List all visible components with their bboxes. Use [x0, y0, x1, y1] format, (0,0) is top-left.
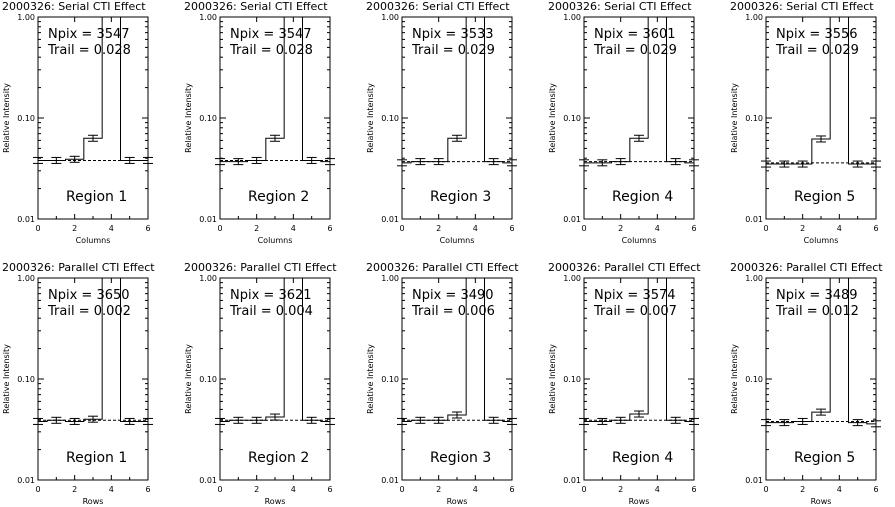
- x-tick-label: 2: [618, 224, 624, 233]
- chart-panel-3: [366, 0, 517, 245]
- x-tick-label: 4: [836, 224, 842, 233]
- chart-title: 2000326: Parallel CTI Effect: [730, 261, 883, 274]
- y-tick-label: 1.00: [381, 13, 399, 22]
- npix-label: Npix = 3556: [776, 27, 858, 42]
- chart-panel-1: [2, 0, 153, 245]
- y-tick-label: 1.00: [17, 13, 35, 22]
- x-tick-label: 0: [581, 485, 587, 494]
- y-tick-label: 0.01: [17, 476, 35, 485]
- region-label: Region 4: [612, 450, 674, 466]
- trail-label: Trail = 0.002: [48, 304, 131, 319]
- x-tick-label: 4: [654, 224, 660, 233]
- x-tick-label: 0: [35, 485, 41, 494]
- x-tick-label: 4: [836, 485, 842, 494]
- x-axis-label: Columns: [257, 236, 293, 245]
- y-axis-label: Relative Intensity: [184, 344, 193, 414]
- chart-title: 2000326: Serial CTI Effect: [2, 0, 146, 13]
- x-tick-label: 2: [618, 485, 624, 494]
- chart-title: 2000326: Serial CTI Effect: [730, 0, 874, 13]
- y-axis-label: Relative Intensity: [730, 344, 739, 414]
- x-axis-label: Rows: [628, 497, 650, 506]
- x-tick-label: 6: [873, 485, 879, 494]
- y-tick-label: 0.10: [745, 114, 763, 123]
- y-tick-label: 0.10: [381, 114, 399, 123]
- y-tick-label: 0.10: [17, 375, 35, 384]
- x-tick-label: 0: [581, 224, 587, 233]
- x-axis-label: Rows: [446, 497, 468, 506]
- chart-panel-8: [366, 261, 519, 506]
- x-tick-label: 2: [800, 224, 806, 233]
- y-tick-label: 0.01: [199, 476, 217, 485]
- region-label: Region 5: [794, 189, 856, 205]
- y-tick-label: 1.00: [381, 274, 399, 283]
- y-axis-label: Relative Intensity: [2, 344, 11, 414]
- chart-title: 2000326: Parallel CTI Effect: [366, 261, 519, 274]
- npix-label: Npix = 3574: [594, 288, 676, 303]
- x-axis-label: Rows: [264, 497, 286, 506]
- trail-label: Trail = 0.029: [412, 43, 495, 58]
- x-tick-label: 6: [509, 224, 515, 233]
- trail-label: Trail = 0.028: [230, 43, 313, 58]
- region-label: Region 2: [248, 450, 310, 466]
- chart-title: 2000326: Parallel CTI Effect: [184, 261, 337, 274]
- x-axis-label: Rows: [810, 497, 832, 506]
- y-tick-label: 0.10: [563, 114, 581, 123]
- x-tick-label: 0: [217, 224, 223, 233]
- x-tick-label: 6: [145, 224, 151, 233]
- npix-label: Npix = 3650: [48, 288, 130, 303]
- npix-label: Npix = 3533: [412, 27, 494, 42]
- chart-panel-10: [730, 261, 883, 506]
- x-axis-label: Columns: [621, 236, 657, 245]
- y-tick-label: 0.01: [199, 215, 217, 224]
- y-tick-label: 0.10: [563, 375, 581, 384]
- y-tick-label: 0.01: [17, 215, 35, 224]
- y-tick-label: 0.01: [381, 215, 399, 224]
- npix-label: Npix = 3621: [230, 288, 312, 303]
- chart-title: 2000326: Serial CTI Effect: [548, 0, 692, 13]
- region-label: Region 1: [66, 189, 128, 205]
- y-tick-label: 0.01: [381, 476, 399, 485]
- y-axis-label: Relative Intensity: [730, 83, 739, 153]
- y-tick-label: 1.00: [17, 274, 35, 283]
- y-tick-label: 0.10: [17, 114, 35, 123]
- region-label: Region 2: [248, 189, 310, 205]
- y-axis-label: Relative Intensity: [548, 344, 557, 414]
- y-tick-label: 1.00: [745, 13, 763, 22]
- chart-title: 2000326: Serial CTI Effect: [366, 0, 510, 13]
- x-tick-label: 6: [145, 485, 151, 494]
- npix-label: Npix = 3601: [594, 27, 676, 42]
- y-tick-label: 1.00: [563, 13, 581, 22]
- y-tick-label: 0.10: [199, 114, 217, 123]
- x-tick-label: 0: [763, 224, 769, 233]
- y-tick-label: 0.10: [199, 375, 217, 384]
- x-tick-label: 2: [254, 224, 260, 233]
- npix-label: Npix = 3489: [776, 288, 858, 303]
- y-tick-label: 0.01: [563, 215, 581, 224]
- x-tick-label: 2: [436, 224, 442, 233]
- x-tick-label: 4: [472, 224, 478, 233]
- y-tick-label: 0.01: [563, 476, 581, 485]
- y-tick-label: 1.00: [745, 274, 763, 283]
- chart-panel-9: [548, 261, 701, 506]
- x-tick-label: 4: [654, 485, 660, 494]
- x-tick-label: 0: [399, 224, 405, 233]
- x-tick-label: 6: [327, 485, 333, 494]
- chart-title: 2000326: Serial CTI Effect: [184, 0, 328, 13]
- trail-label: Trail = 0.029: [594, 43, 677, 58]
- y-tick-label: 0.10: [745, 375, 763, 384]
- x-axis-label: Columns: [439, 236, 475, 245]
- trail-label: Trail = 0.029: [776, 43, 859, 58]
- y-axis-label: Relative Intensity: [366, 83, 375, 153]
- x-tick-label: 2: [254, 485, 260, 494]
- x-tick-label: 6: [873, 224, 879, 233]
- region-label: Region 3: [430, 450, 492, 466]
- x-axis-label: Columns: [803, 236, 839, 245]
- x-axis-label: Columns: [75, 236, 111, 245]
- chart-panel-7: [184, 261, 337, 506]
- trail-label: Trail = 0.012: [776, 304, 859, 319]
- chart-panel-2: [184, 0, 335, 245]
- region-label: Region 3: [430, 189, 492, 205]
- x-tick-label: 6: [691, 485, 697, 494]
- x-tick-label: 2: [72, 224, 78, 233]
- chart-panel-4: [548, 0, 699, 245]
- y-axis-label: Relative Intensity: [548, 83, 557, 153]
- x-tick-label: 4: [472, 485, 478, 494]
- trail-label: Trail = 0.028: [48, 43, 131, 58]
- x-tick-label: 0: [399, 485, 405, 494]
- region-label: Region 4: [612, 189, 674, 205]
- x-tick-label: 4: [108, 485, 114, 494]
- x-tick-label: 2: [436, 485, 442, 494]
- x-tick-label: 6: [691, 224, 697, 233]
- y-tick-label: 0.01: [745, 215, 763, 224]
- chart-title: 2000326: Parallel CTI Effect: [2, 261, 155, 274]
- x-tick-label: 6: [327, 224, 333, 233]
- x-tick-label: 6: [509, 485, 515, 494]
- x-tick-label: 4: [290, 485, 296, 494]
- y-axis-label: Relative Intensity: [184, 83, 193, 153]
- y-tick-label: 0.01: [745, 476, 763, 485]
- npix-label: Npix = 3547: [230, 27, 312, 42]
- npix-label: Npix = 3547: [48, 27, 130, 42]
- npix-label: Npix = 3490: [412, 288, 494, 303]
- chart-panel-6: [2, 261, 155, 506]
- y-tick-label: 1.00: [199, 274, 217, 283]
- trail-label: Trail = 0.007: [594, 304, 677, 319]
- trail-label: Trail = 0.006: [412, 304, 495, 319]
- x-tick-label: 0: [763, 485, 769, 494]
- region-label: Region 5: [794, 450, 856, 466]
- trail-label: Trail = 0.004: [230, 304, 313, 319]
- y-tick-label: 0.10: [381, 375, 399, 384]
- region-label: Region 1: [66, 450, 128, 466]
- y-axis-label: Relative Intensity: [2, 83, 11, 153]
- x-tick-label: 2: [800, 485, 806, 494]
- y-axis-label: Relative Intensity: [366, 344, 375, 414]
- x-tick-label: 0: [217, 485, 223, 494]
- y-tick-label: 1.00: [199, 13, 217, 22]
- chart-panel-5: [730, 0, 881, 245]
- x-tick-label: 2: [72, 485, 78, 494]
- y-tick-label: 1.00: [563, 274, 581, 283]
- chart-title: 2000326: Parallel CTI Effect: [548, 261, 701, 274]
- x-tick-label: 4: [290, 224, 296, 233]
- x-axis-label: Rows: [82, 497, 104, 506]
- x-tick-label: 0: [35, 224, 41, 233]
- x-tick-label: 4: [108, 224, 114, 233]
